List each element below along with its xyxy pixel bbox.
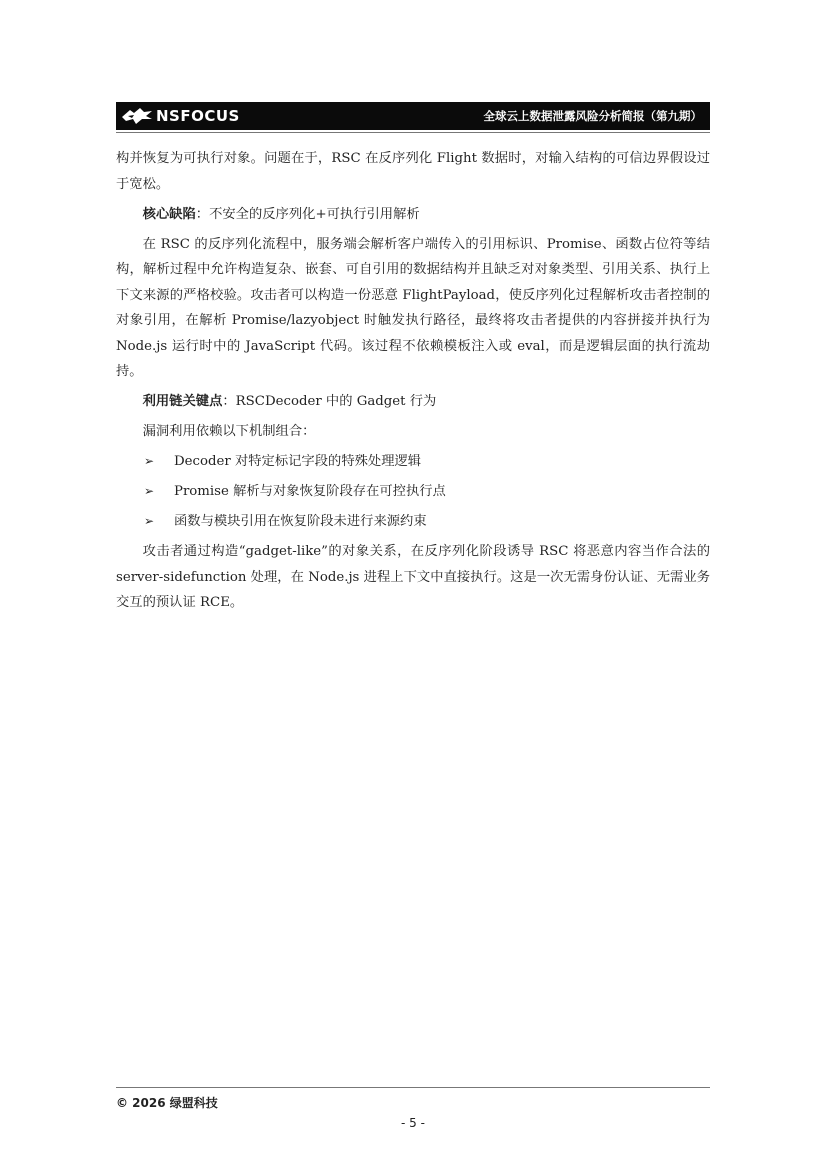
paragraph-deserialization: 在 RSC 的反序列化流程中，服务端会解析客户端传入的引用标识、Promise、函数占位符等结构，解析过程中允许构造复杂、嵌套、可自引用的数据结构并且缺乏对对象类型、引用关系、执行上下文来源的严格校验。攻击者可以构造一份恶意 FlightPayload，使反序列化过程解析攻击者控制的对象引用，在解析 Promise/lazyobject 时触发执行路径，最终将攻击者提供的内容拼接并执行为 Node.js 运行时中的 JavaScript 代码。该过程不依赖模板注入或 eval，而是逻辑层面的执行流劫持。 [116, 236, 710, 379]
core-flaw-text: ：不安全的反序列化+可执行引用解析 [195, 206, 420, 222]
header-divider [116, 132, 710, 133]
arrow-bullet-icon: ➢ [144, 484, 155, 498]
section-heading-core-flaw [116, 202, 710, 228]
arrow-bullet-icon: ➢ [144, 454, 155, 468]
exploit-chain-label: 利用链关键点 [142, 394, 223, 409]
footer-divider [116, 1087, 710, 1088]
nsfocus-logo [120, 105, 240, 127]
dragon-icon [120, 105, 154, 127]
paragraph-conclusion: 攻击者通过构造“gadget-like”的对象关系，在反序列化阶段诱导 RSC 将恶意内容当作合法的 server-sidefunction 处理，在 Node.js 进程上下文中直接执行。这是一次无需身份认证、无需业务交互的预认证 RCE。 [116, 544, 710, 610]
list-item-text: 函数与模块引用在恢复阶段未进行来源约束 [174, 514, 427, 529]
header-bar [116, 102, 710, 130]
list-item [116, 479, 710, 505]
list-item-text: Promise 解析与对象恢复阶段存在可控执行点 [174, 484, 446, 499]
report-title: 全球云上数据泄露风险分析简报（第九期） [483, 109, 702, 123]
exploit-chain-text: ：RSCDecoder 中的 Gadget 行为 [222, 394, 437, 409]
paragraph-continuation: 构并恢复为可执行对象。问题在于，RSC 在反序列化 Flight 数据时，对输入结构的可信边界假设过于宽松。 [116, 151, 710, 192]
list-item [116, 449, 710, 475]
list-item [116, 509, 710, 535]
logo-text: NSFOCUS [156, 107, 240, 125]
arrow-bullet-icon: ➢ [144, 514, 155, 528]
page-content [116, 146, 710, 620]
copyright: © 2026 绿盟科技 [116, 1096, 218, 1110]
list-item-text: Decoder 对特定标记字段的特殊处理逻辑 [174, 454, 422, 469]
page-number: - 5 - [401, 1116, 425, 1130]
section-heading-exploit-chain [116, 389, 710, 415]
core-flaw-label: 核心缺陷 [142, 206, 196, 222]
paragraph-mechanisms-intro: 漏洞利用依赖以下机制组合： [142, 424, 316, 439]
